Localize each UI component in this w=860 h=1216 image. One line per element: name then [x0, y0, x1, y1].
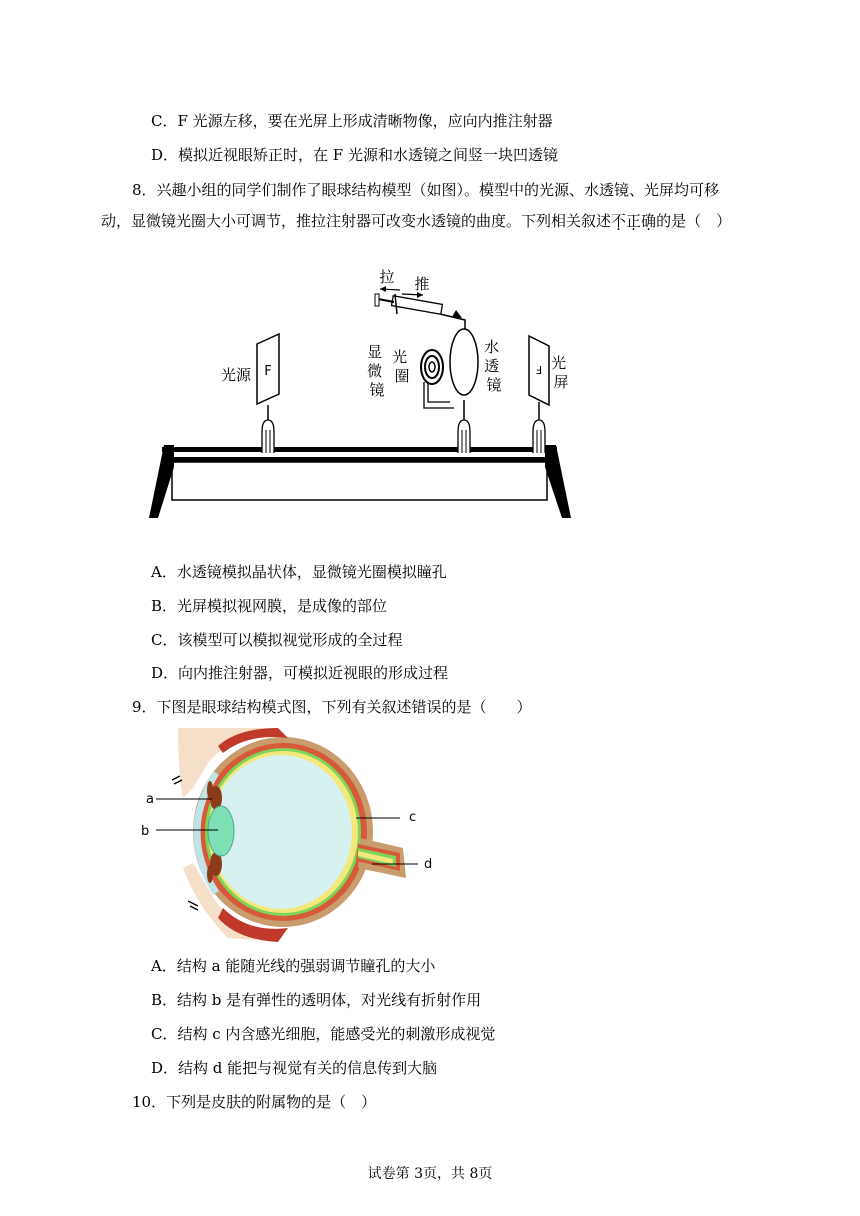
- eye-model-figure: [140, 262, 580, 522]
- q8-stem-line2-post: 的是（ ）: [656, 212, 732, 230]
- q8-stem-line2-pre: 动，显微镜光圈大小可调节，推拉注射器可改变水透镜的曲度。下列相关叙述: [101, 212, 612, 230]
- push-label: 推: [414, 275, 430, 293]
- label-d: d: [424, 857, 433, 872]
- bench-rail: [162, 447, 557, 452]
- q9-option-a: A．结构 a 能随光线的强弱调节瞳孔的大小: [151, 957, 436, 975]
- q8-option-a: A．水透镜模拟晶状体，显微镜光圈模拟瞳孔: [151, 563, 447, 581]
- label-a: a: [146, 792, 154, 807]
- q7-option-c: C．F 光源左移，要在光屏上形成清晰物像，应向内推注射器: [151, 112, 553, 130]
- q9-option-d: D．结构 d 能把与视觉有关的信息传到大脑: [151, 1059, 438, 1077]
- aperture-label: 光 圈: [392, 348, 410, 385]
- q8-emphasis-char: 正: [626, 212, 642, 230]
- lens: [208, 806, 234, 856]
- light-screen-label: 光 屏: [551, 354, 569, 391]
- bench-leg-right: [545, 445, 571, 518]
- lens-stand: [458, 420, 470, 453]
- label-c: c: [409, 810, 417, 825]
- q8-option-b: B．光屏模拟视网膜，是成像的部位: [151, 597, 388, 615]
- screen-stand: [533, 420, 545, 453]
- bench-base: [172, 462, 547, 500]
- light-source-letter: F: [264, 364, 272, 379]
- q9-option-b: B．结构 b 是有弹性的透明体，对光线有折射作用: [151, 991, 482, 1009]
- q9-option-c: C．结构 c 内含感光细胞，能感受光的刺激形成视觉: [151, 1025, 496, 1043]
- syringe: [375, 294, 442, 314]
- q8-option-d: D．向内推注射器，可模拟近视眼的形成过程: [151, 664, 449, 682]
- label-b: b: [141, 824, 150, 839]
- light-source-label: 光源: [220, 366, 252, 384]
- bench-leg-left: [149, 445, 174, 518]
- light-screen-letter: F: [535, 363, 543, 376]
- q10-stem: 10．下列是皮肤的附属物的是（ ）: [132, 1093, 377, 1111]
- q8-stem-line1: 8．兴趣小组的同学们制作了眼球结构模型（如图）。模型中的光源、水透镜、光屏均可移: [132, 181, 720, 199]
- water-lens: [450, 329, 478, 395]
- q8-stem-line2: [101, 211, 731, 231]
- q8-emphasis-char: 不: [611, 212, 627, 230]
- water-lens-label: 水 透 镜: [484, 338, 502, 394]
- page-footer: 试卷第 3页，共 8页: [367, 1166, 493, 1182]
- q7-option-d: D．模拟近视眼矫正时，在 F 光源和水透镜之间竖一块凹透镜: [151, 146, 558, 164]
- q9-stem: 9．下图是眼球结构模式图，下列有关叙述错误的是（ ）: [132, 698, 532, 716]
- source-stand: [262, 420, 274, 453]
- microscope-label: 显 微 镜: [367, 343, 385, 399]
- eyeball-figure: [138, 728, 438, 946]
- q8-emphasis-char: 确: [641, 212, 657, 230]
- pull-label: 拉: [379, 268, 395, 286]
- q8-option-c: C．该模型可以模拟视觉形成的全过程: [151, 631, 403, 649]
